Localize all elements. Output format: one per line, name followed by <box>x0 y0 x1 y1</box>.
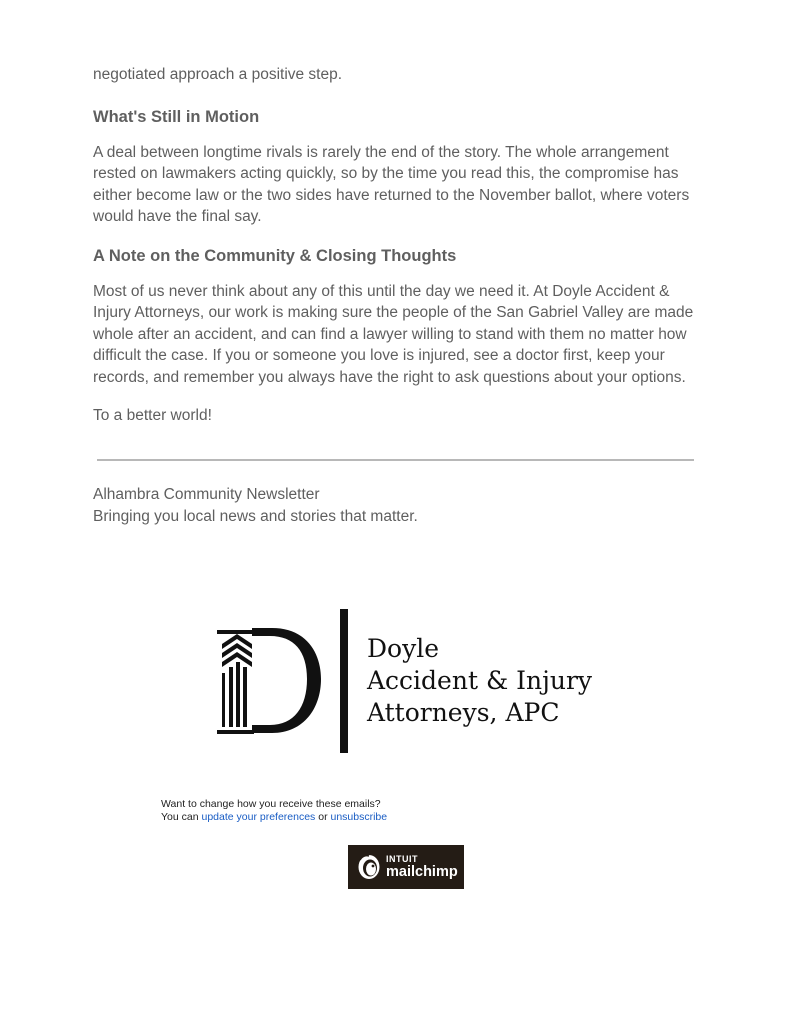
preferences-links-line <box>161 811 387 824</box>
newsletter-name: Alhambra Community Newsletter <box>93 486 320 503</box>
newsletter-tagline: Bringing you local news and stories that matter. <box>93 507 418 525</box>
doyle-law-firm-logo <box>214 607 598 755</box>
preferences-question: Want to change how you receive these emails? <box>161 798 381 810</box>
monogram-d-icon <box>217 628 321 734</box>
section-paragraph-community: Most of us never think about any of this until the day we need it. At Doyle Accident & Injury Attorneys, our work is making sure the people of the San Gabriel Valley are made whole after an accident, and can find a lawyer willing to stand with them no matter how difficult the case. If you or someone you love is injured, see a doctor first, keep your records, and remember you always have the right to ask questions about your options. <box>93 282 694 386</box>
mailchimp-badge-link[interactable] <box>348 845 464 889</box>
intro-paragraph-tail: negotiated approach a positive step. <box>93 66 343 83</box>
preferences-prefix: You can <box>161 811 202 823</box>
logo-divider-bar <box>340 609 348 753</box>
unsubscribe-link[interactable]: unsubscribe <box>330 811 388 823</box>
section-heading-still-in-motion: What's Still in Motion <box>93 107 260 126</box>
section-heading-community: A Note on the Community & Closing Thoughts <box>93 246 457 265</box>
mailchimp-freddie-icon <box>357 853 381 881</box>
preferences-or: or <box>315 811 331 823</box>
section-paragraph-still-in-motion: A deal between longtime rivals is rarely the end of the story. The whole arrangement rested on lawmakers acting quickly, so by the time you read this, the compromise has either become law or the two sides have returned to the November ballot, where voters would have the final say. <box>93 143 690 225</box>
update-preferences-link[interactable]: update your preferences <box>201 811 316 823</box>
newsletter-body <box>93 64 698 427</box>
signoff-text: To a better world! <box>93 407 212 424</box>
logo-line-attorneys: Attorneys, APC <box>367 698 560 727</box>
email-preferences <box>161 798 387 824</box>
newsletter-footer <box>93 484 418 527</box>
logo-line-accident-injury: Accident & Injury <box>367 666 593 695</box>
section-divider <box>97 459 694 461</box>
mailchimp-brand-name: mailchimp <box>386 863 458 880</box>
mailchimp-brand-top: INTUIT <box>386 853 418 864</box>
logo-line-doyle: Doyle <box>367 634 440 663</box>
mailchimp-wordmark <box>386 855 458 880</box>
